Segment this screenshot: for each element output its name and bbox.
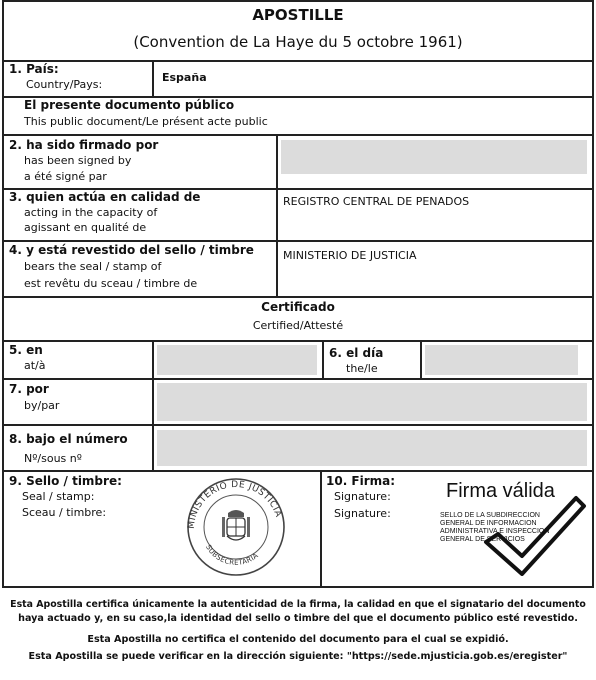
field-9-sublabel-en: Seal / stamp: [22,490,95,503]
field-2-sublabel-en: has been signed by [24,154,132,167]
document-label: El presente documento público [24,98,235,112]
rule [2,240,594,242]
border-right [592,0,594,588]
field-7-label: 7. por [9,382,49,396]
field-7-redacted [157,383,587,421]
field-1-value: España [162,71,207,84]
field-6-label: 6. el día [329,346,384,360]
field-5-label: 5. en [9,343,43,357]
rule [2,134,594,136]
signature-line-3: ADMINISTRATIVA E INSPECCION [440,528,550,535]
field-1-sublabel: Country/Pays: [26,78,103,91]
rule [2,378,594,380]
field-5-sublabel: at/à [24,359,46,372]
field-6-redacted [425,345,578,375]
footer-line-1: Esta Apostilla certifica únicamente la autenticidad de la firma, la calidad en que el signatario del documento [10,599,586,610]
footer-line-2: haya actuado y, en su caso,la identidad del sello o timbre del que el documento público esté revestido. [18,613,578,624]
seal-ring-text: MINISTERIO DE JUSTICIA [186,479,284,530]
divider [320,470,322,588]
field-10-label: 10. Firma: [326,474,396,488]
field-2-sublabel-fr: a été signé par [24,170,107,183]
subtitle: (Convention de La Haye du 5 octobre 1961) [133,33,463,51]
signature-line-1: SELLO DE LA SUBDIRECCION [440,512,540,519]
field-2-label: 2. ha sido firmado por [9,138,159,152]
field-2-redacted [281,140,587,174]
divider [152,340,154,470]
field-6-sublabel: the/le [346,362,378,375]
field-10-sublabel-fr: Signature: [334,507,391,520]
field-8-sublabel: Nº/sous nº [24,452,82,465]
field-3-sublabel-fr: agissant en qualité de [24,221,147,234]
field-4-label: 4. y está revestido del sello / timbre [9,243,254,257]
title: APOSTILLE [252,6,344,24]
field-4-value: MINISTERIO DE JUSTICIA [283,249,417,262]
rule [2,296,594,298]
divider [276,134,278,296]
seal-bottom-text: SUBSECRETARIA [204,543,260,567]
footer-line-3: Esta Apostilla no certifica el contenido del documento para el cual se expidió. [87,634,509,645]
rule [2,470,594,472]
field-8-redacted [157,430,587,466]
rule [2,424,594,426]
certified-subheading: Certified/Attesté [252,319,344,332]
field-9-sublabel-fr: Sceau / timbre: [22,506,107,519]
divider [420,340,422,378]
footer-line-4: Esta Apostilla se puede verificar en la dirección siguiente: "https://sede.mjusticia.gob.es/eregister" [28,651,568,662]
document-sublabel: This public document/Le présent acte public [24,115,268,128]
valid-signature-block [440,476,590,580]
field-1-label: 1. País: [9,62,59,76]
svg-text:SUBSECRETARIA [204,543,260,566]
field-4-sublabel-en: bears the seal / stamp of [24,260,162,273]
divider [152,60,154,96]
field-10-sublabel-en: Signature: [334,490,391,503]
divider [322,340,324,378]
coat-of-arms-icon [222,510,250,540]
field-7-sublabel: by/par [24,399,60,412]
field-9-label: 9. Sello / timbre: [9,474,122,488]
svg-text:MINISTERIO DE JUSTICIA [187,480,283,529]
rule [2,586,594,588]
field-4-sublabel-fr: est revêtu du sceau / timbre de [24,277,198,290]
field-5-redacted [157,345,317,375]
signature-line-4: GENERAL DE SERVICIOS [440,536,525,543]
ministry-seal-stamp [181,477,291,577]
border-top [2,0,594,2]
rule [2,60,594,62]
field-3-value: REGISTRO CENTRAL DE PENADOS [283,195,470,208]
signature-valid-title: Firma válida [446,480,555,502]
signature-line-2: GENERAL DE INFORMACION [440,520,537,527]
certified-heading: Certificado [261,300,335,314]
field-8-label: 8. bajo el número [9,432,128,446]
field-3-sublabel-en: acting in the capacity of [24,206,158,219]
field-3-label: 3. quien actúa en calidad de [9,190,201,204]
border-left [2,0,4,588]
rule [2,340,594,342]
